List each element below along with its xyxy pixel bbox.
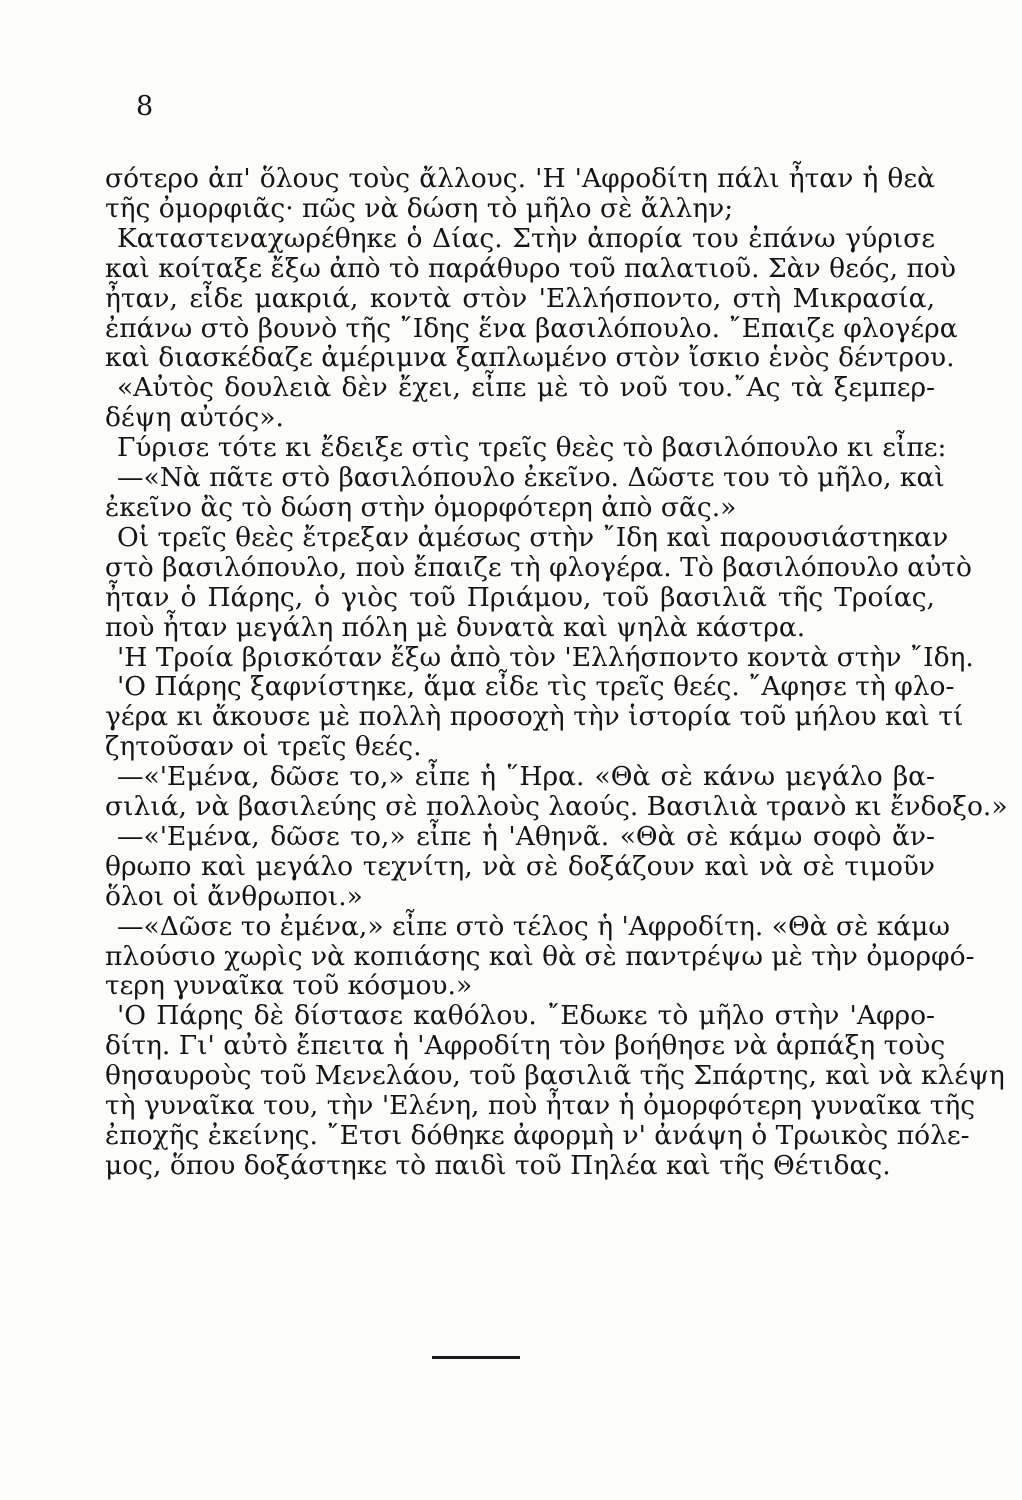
text-line: δέψη αὐτός». [105,402,284,434]
text-line: —«Δῶσε το ἐμένα,» εἶπε στὸ τέλος ἡ 'Αφροδίτη. «Θὰ σὲ κάμω [117,910,951,942]
text-line: Καταστεναχωρέθηκε ὁ Δίας. Στὴν ἀπορία του ἐπάνω γύρισε [117,222,935,254]
body-text [105,163,1008,1181]
text-line: καὶ κοίταξε ἔξω ἀπὸ τὸ παράθυρο τοῦ παλατιοῦ. Σὰν θεός, ποὺ [105,252,956,284]
text-line: 'Η Τροία βρισκόταν ἔξω ἀπὸ τὸν 'Ελλήσποντο κοντὰ στὴν ῎Ιδη. [117,641,974,673]
text-line: —«'Εμένα, δῶσε το,» εἶπε ἡ 'Αθηνᾶ. «Θὰ σὲ κάμω σοφὸ ἄν- [117,820,935,852]
text-line: θρωπο καὶ μεγάλο τεχνίτη, νὰ σὲ δοξάζουν καὶ νὰ σὲ τιμοῦν [105,850,935,882]
text-line: ἦταν, εἶδε μακριά, κοντὰ στὸν 'Ελλήσποντο, στὴ Μικρασία, [105,282,935,314]
text-line: 'Ο Πάρης δὲ δίστασε καθόλου. ῎Εδωκε τὸ μῆλο στὴν 'Αφρο- [117,1000,935,1032]
text-line: Οἱ τρεῖς θεὲς ἔτρεξαν ἀμέσως στὴν ῎Ιδη καὶ παρουσιάστηκαν [117,521,949,553]
text-line: σότερο ἀπ' ὅλους τοὺς ἄλλους. 'Η 'Αφροδίτη πάλι ἦταν ἡ θεὰ [105,163,935,194]
text-line: —«Νὰ πᾶτε στὸ βασιλόπουλο ἐκεῖνο. Δῶστε του τὸ μῆλο, καὶ [117,462,945,494]
text-line: 'Ο Πάρης ξαφνίστηκε, ἅμα εἶδε τὶς τρεῖς θεές. ῎Αφησε τὴ φλο- [117,671,955,703]
text-line: τερη γυναῖκα τοῦ κόσμου.» [105,970,473,1002]
text-line: δίτη. Γι' αὐτὸ ἔπειτα ἡ 'Αφροδίτη τὸν βοήθησε νὰ ἁρπάξη τοὺς [105,1030,946,1062]
text-line: ζητοῦσαν οἱ τρεῖς θεές. [105,731,422,763]
text-line: ἐπάνω στὸ βουνὸ τῆς ῎Ιδης ἕνα βασιλόπουλο. ῎Επαιζε φλογέρα [105,312,958,344]
text-line: θησαυροὺς τοῦ Μενελάου, τοῦ βασιλιᾶ τῆς Σπάρτης, καὶ νὰ κλέψη [105,1060,1005,1092]
text-line: πλούσιο χωρὶς νὰ κοπιάσης καὶ θὰ σὲ παντρέψω μὲ τὴν ὀμορφό- [105,940,975,972]
text-line: σιλιά, νὰ βασιλεύης σὲ πολλοὺς λαούς. Βασιλιὰ τρανὸ κι ἔνδοξο.» [105,791,1008,823]
text-line: «Αὐτὸς δουλειὰ δὲν ἔχει, εἶπε μὲ τὸ νοῦ του.῎Ας τὰ ξεμπερ- [117,372,935,404]
end-rule [432,1356,520,1359]
text-line: τῆς ὀμορφιᾶς· πῶς νὰ δώση τὸ μῆλο σὲ ἄλλην; [105,192,734,224]
text-line: ἐκεῖνο ἂς τὸ δώση στὴν ὀμορφότερη ἀπὸ σᾶς.» [105,491,737,523]
text-line: στὸ βασιλόπουλο, ποὺ ἔπαιζε τὴ φλογέρα. Τὸ βασιλόπουλο αὐτὸ [105,551,972,583]
text-line: μος, ὅπου δοξάστηκε τὸ παιδὶ τοῦ Πηλέα καὶ τῆς Θέτιδας. [105,1149,891,1181]
text-line: ἦταν ὁ Πάρης, ὁ γιὸς τοῦ Πριάμου, τοῦ βασιλιᾶ τῆς Τροίας, [105,581,935,613]
text-line: γέρα κι ἄκουσε μὲ πολλὴ προσοχὴ τὴν ἱστορία τοῦ μήλου καὶ τί [105,701,964,733]
text-line: Γύρισε τότε κι ἔδειξε στὶς τρεῖς θεὲς τὸ βασιλόπουλο κι εἶπε: [117,432,947,464]
text-line: ἐποχῆς ἐκείνης. ῎Ετσι δόθηκε ἀφορμὴ ν' ἀνάψη ὁ Τρωικὸς πόλε- [105,1120,970,1151]
text-line: ποὺ ἦταν μεγάλη πόλη μὲ δυνατὰ καὶ ψηλὰ κάστρα. [105,611,806,643]
text-line: καὶ διασκέδαζε ἀμέριμνα ξαπλωμένο στὸν ἴσκιο ἑνὸς δέντρου. [105,342,955,374]
text-line: τὴ γυναῖκα του, τὴν 'Ελένη, ποὺ ἦταν ἡ ὀμορφότερη γυναῖκα τῆς [105,1090,976,1122]
text-line: —«'Εμένα, δῶσε το,» εἶπε ἡ ῞Ηρα. «Θὰ σὲ κάνω μεγάλο βα- [117,761,935,793]
page-number: 8 [136,91,154,122]
text-line: ὅλοι οἱ ἄνθρωποι.» [105,880,363,912]
